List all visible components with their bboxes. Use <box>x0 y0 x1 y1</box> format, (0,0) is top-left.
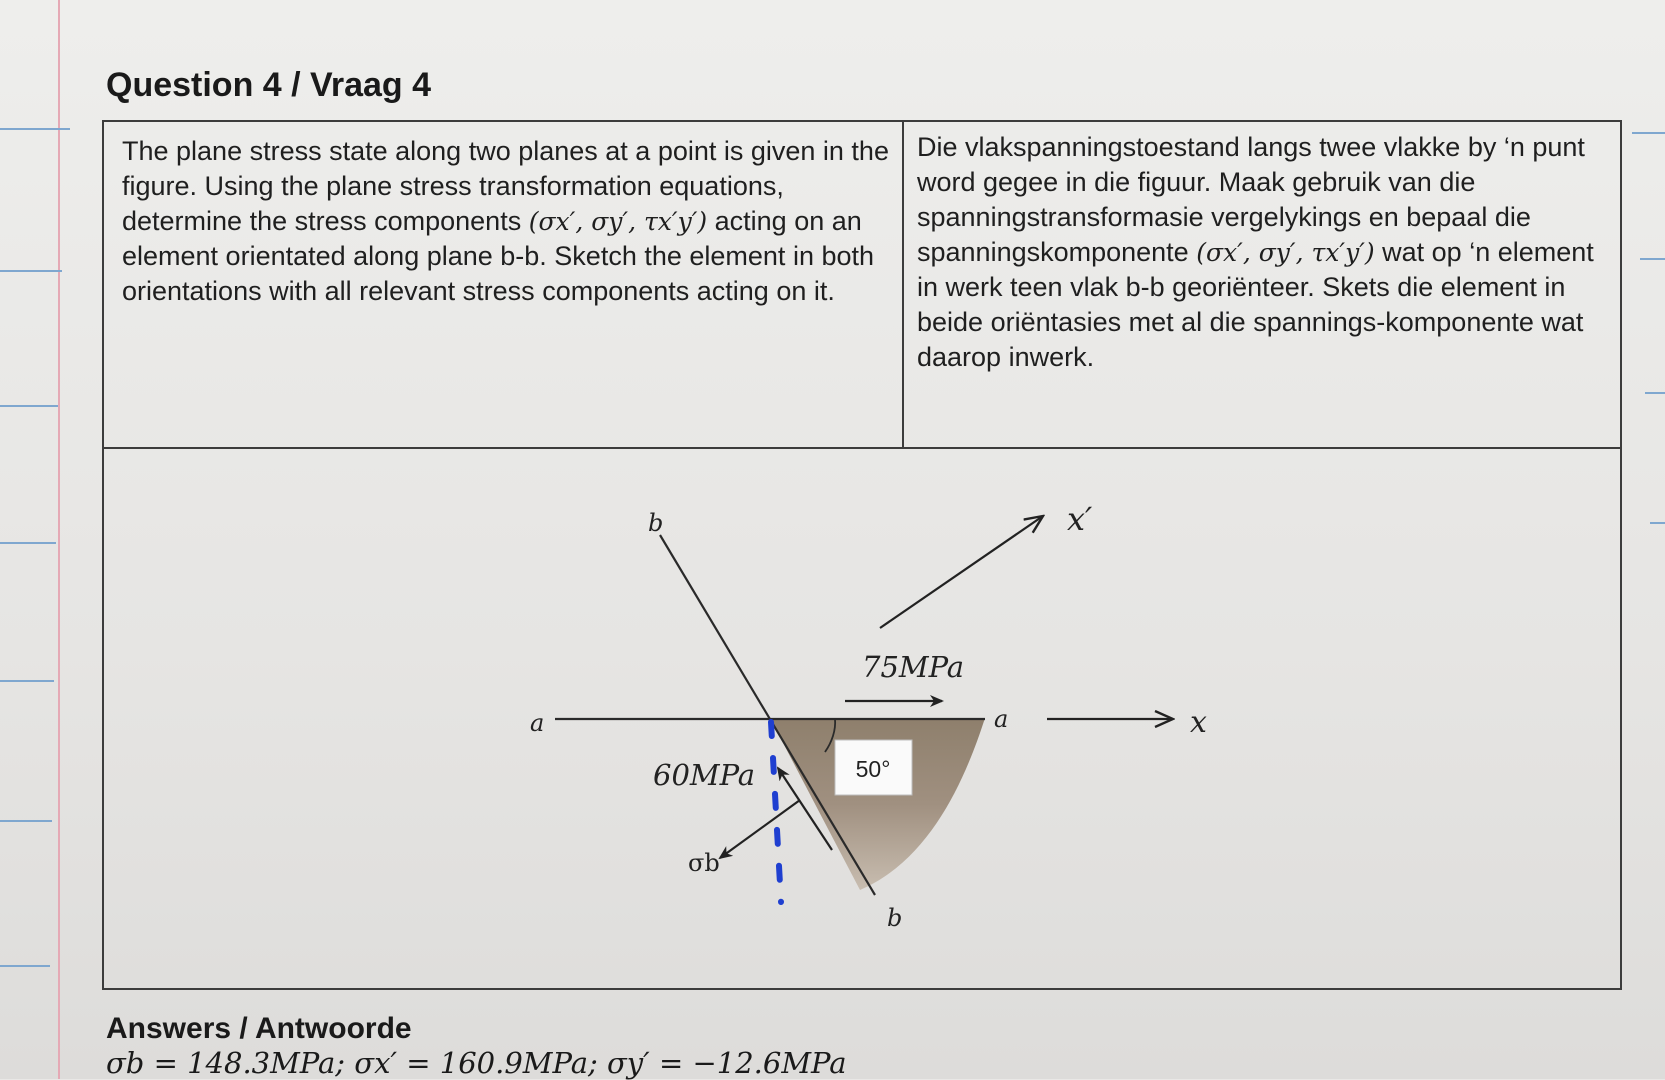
afrikaans-stress-symbols: (σx′, σy′, τx′y′) <box>1196 238 1375 267</box>
label-b-bottom: b <box>887 904 903 932</box>
label-b-top: b <box>648 509 664 537</box>
english-intro: The plane stress state along two planes at a point is given in the figure. Using the plane stress transformation equations, determine the stress components <box>122 136 889 236</box>
plane-b-line <box>660 535 875 895</box>
blue-dashed-reference <box>771 722 781 902</box>
question-title: Question 4 / Vraag 4 <box>106 66 432 104</box>
label-x-prime-axis: x′ <box>1067 500 1093 538</box>
afrikaans-intro: Die vlakspanningstoestand langs twee vlakke by ‘n punt word gegee in die figuur. Maak gebruik van die spanningstransformasie vergelykings en bepaal die spanningskomponente <box>917 132 1585 267</box>
afrikaans-outro: wat op ‘n element in werk teen vlak b-b georiënteer. Skets die element in beide oriëntasies met al die spannings-komponente wat daarop inwerk. <box>917 237 1594 372</box>
label-sigma-b: σb <box>688 849 720 877</box>
label-a-right: a <box>994 705 1009 733</box>
label-x-axis: x <box>1190 705 1207 740</box>
english-outro: acting on an element orientated along plane b-b. Sketch the element in both orientations with all relevant stress components acting on it. <box>122 206 875 306</box>
label-75-mpa: 75MPa <box>862 650 965 684</box>
normal-stress-arrow-b <box>720 800 800 858</box>
answers-values: σb = 148.3MPa; σx′ = 160.9MPa; σy′ = −12.6MPa <box>106 1046 847 1080</box>
label-60-mpa: 60MPa <box>653 758 756 792</box>
angle-label: 50° <box>855 756 891 782</box>
answers-title: Answers / Antwoorde <box>106 1012 412 1045</box>
x-prime-axis-arrow <box>880 516 1043 628</box>
label-a-left: a <box>530 709 545 737</box>
english-stress-symbols: (σx′, σy′, τx′y′) <box>528 207 708 236</box>
